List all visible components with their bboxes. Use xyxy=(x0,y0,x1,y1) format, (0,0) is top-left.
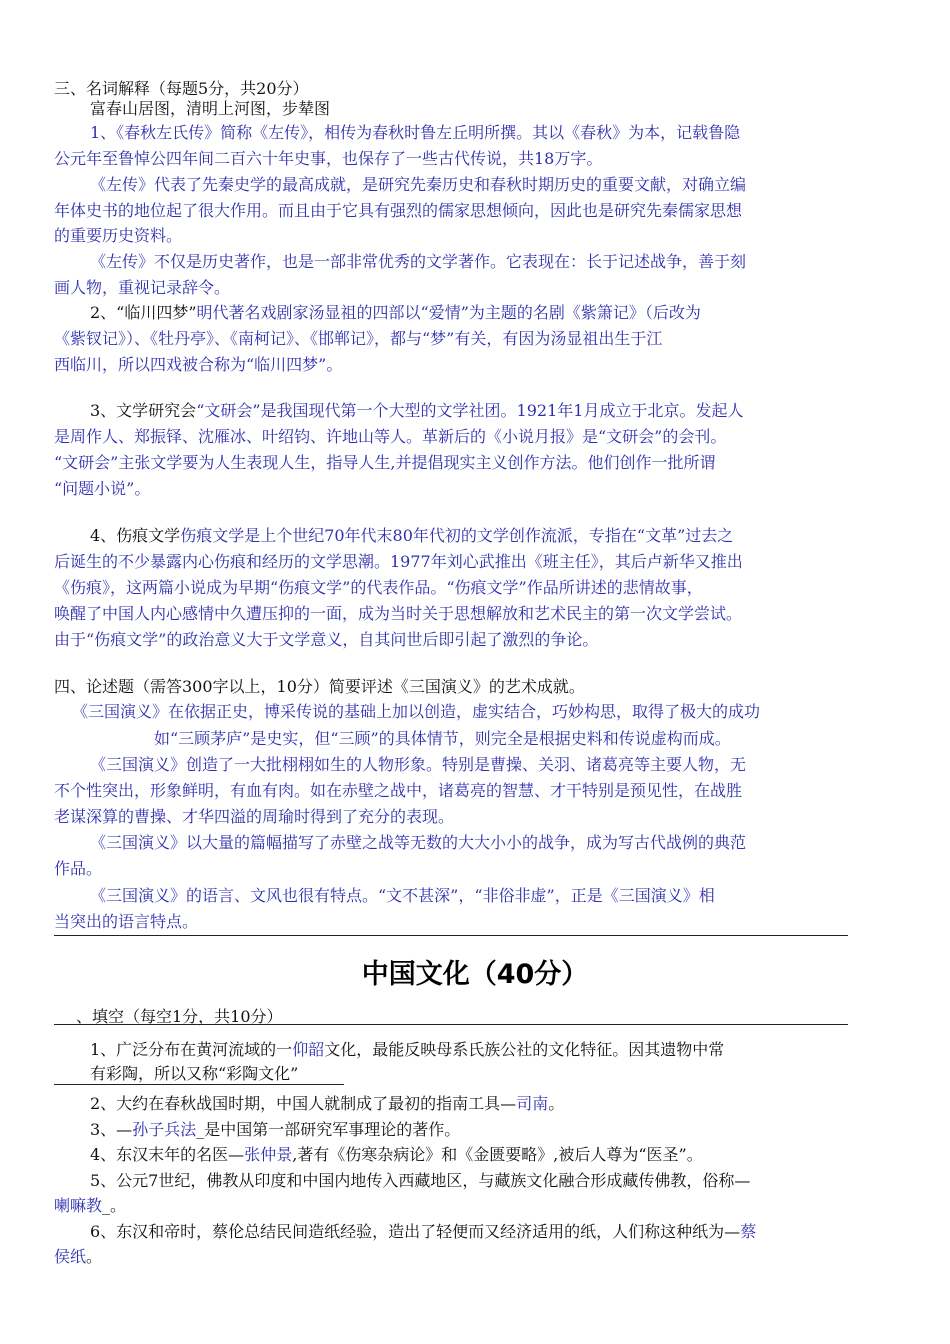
item1-line7: 画人物，重视记录辞令。 xyxy=(54,278,231,297)
section4-heading: 四、论述题（需答300字以上，10分）简要评述《三国演义》的艺术成就。 xyxy=(54,677,585,696)
q2-answer: 司南 xyxy=(516,1094,549,1113)
item2-line2: 《紫钗记》）、《牡丹亭》、《南柯记》、《邯郸记》，都与“梦”有关，有因为汤显祖出生于江 xyxy=(54,329,663,348)
essay-line1: 《三国演义》在依据正史，博采传说的基础上加以创造，虚实结合，巧妙构思，取得了极大的成功 xyxy=(72,702,761,721)
q1-line1 xyxy=(90,1038,724,1062)
item4-line2: 后诞生的不少暴露内心伤痕和经历的文学思潮。1977年刘心武推出《班主任》，其后卢新华又推出 xyxy=(54,552,743,571)
q1-underline xyxy=(54,1084,344,1085)
q5-line1: 5、公元7世纪，佛教从印度和中国内地传入西藏地区，与藏族文化融合形成藏传佛教，俗称— xyxy=(90,1171,751,1190)
item1-line3: 《左传》代表了先秦史学的最高成就，是研究先秦历史和春秋时期历史的重要文献，对确立编 xyxy=(90,175,747,194)
essay-line2: 如“三顾茅庐”是史实，但“三顾”的具体情节，则完全是根据史料和传说虚构而成。 xyxy=(154,729,731,748)
item1-line2: 公元年至鲁悼公四年间二百六十年史事，也保存了一些古代传说，共18万字。 xyxy=(54,149,603,168)
item1-line6: 《左传》不仅是历史著作，也是一部非常优秀的文学著作。它表现在：长于记述战争，善于刻 xyxy=(90,252,747,271)
q6-answer-part1: 蔡 xyxy=(740,1222,757,1241)
essay-line5: 老谋深算的曹操、才华四溢的周瑜时得到了充分的表现。 xyxy=(54,807,455,826)
item4-line1 xyxy=(90,524,733,548)
culture-title: 中国文化（40分） xyxy=(361,959,589,990)
item3-text: “文研会”是我国现代第一个大型的文学社团。1921年1月成立于北京。发起人 xyxy=(196,401,744,420)
q1-line2: 有彩陶，所以又称“彩陶文化” xyxy=(90,1064,299,1083)
q1-text-c: 文化，最能反映母系氏族公社的文化特征。因其遗物中常 xyxy=(324,1040,725,1059)
item2-line1 xyxy=(90,301,701,325)
section-divider xyxy=(54,935,848,936)
essay-line8: 《三国演义》的语言、文风也很有特点。“文不甚深”，“非俗非虚”，正是《三国演义》相 xyxy=(90,886,715,905)
fill-heading: 、填空（每空1分，共10分） xyxy=(76,1007,283,1026)
q5-line2 xyxy=(54,1194,126,1218)
q6-line2 xyxy=(54,1245,102,1269)
q2-text-a: 2、大约在春秋战国时期，中国人就制成了最初的指南工具— xyxy=(90,1094,517,1113)
item4-text: 伤痕文学是上个世纪70年代末80年代初的文学创作流派，专指在“文革”过去之 xyxy=(180,526,734,545)
q2-line xyxy=(90,1092,564,1116)
essay-line9: 当突出的语言特点。 xyxy=(54,912,199,931)
item3-line3: “文研会”主张文学要为人生表现人生，指导人生,并提倡现实主义创作方法。他们创作一批所谓 xyxy=(54,453,716,472)
q6-text-a: 6、东汉和帝时，蔡伦总结民间造纸经验，造出了轻便而又经济适用的纸，人们称这种纸为— xyxy=(90,1222,741,1241)
item3-line1 xyxy=(90,399,743,423)
item3-term: 3、文学研究会 xyxy=(90,401,197,420)
q6-text-d: 。 xyxy=(86,1247,103,1266)
item4-term: 4、伤痕文学 xyxy=(90,526,181,545)
fill-heading-underline xyxy=(54,1024,312,1025)
essay-line7: 作品。 xyxy=(54,859,103,878)
q5-answer: 喇嘛教 xyxy=(54,1196,103,1215)
q1-text-a: 1、广泛分布在黄河流域的一 xyxy=(90,1040,293,1059)
q3-text-c: _是中国第一部研究军事理论的著作。 xyxy=(196,1120,461,1139)
item3-line4: “问题小说”。 xyxy=(54,479,151,498)
essay-line3: 《三国演义》创造了一大批栩栩如生的人物形象。特别是曹操、关羽、诸葛亮等主要人物，无 xyxy=(90,755,747,774)
q4-line xyxy=(90,1143,703,1167)
q3-line xyxy=(90,1118,460,1142)
q4-answer: 张仲景 xyxy=(244,1145,293,1164)
q4-text-a: 4、东汉末年的名医— xyxy=(90,1145,245,1164)
q5-text-c: _。 xyxy=(102,1196,127,1215)
item4-line3: 《伤痕》，这两篇小说成为早期“伤痕文学”的代表作品。“伤痕文学”作品所讲述的悲情故事， xyxy=(54,578,703,597)
essay-line4: 不个性突出，形象鲜明，有血有肉。如在赤壁之战中，诸葛亮的智慧、才干特别是预见性，在战胜 xyxy=(54,781,743,800)
item4-line4: 唤醒了中国人内心感情中久遭压抑的一面，成为当时关于思想解放和艺术民主的第一次文学尝试。 xyxy=(54,604,743,623)
item1-line1: 1、《春秋左氏传》简称《左传》，相传为春秋时鲁左丘明所撰。其以《春秋》为本，记载鲁隐 xyxy=(90,123,741,142)
q3-answer: 孙子兵法 xyxy=(132,1120,197,1139)
essay-line6: 《三国演义》以大量的篇幅描写了赤壁之战等无数的大大小小的战争，成为写古代战例的典范 xyxy=(90,833,747,852)
item1-line4: 年体史书的地位起了很大作用。而且由于它具有强烈的儒家思想倾向，因此也是研究先秦儒家思想 xyxy=(54,201,743,220)
q3-text-a: 3、— xyxy=(90,1120,133,1139)
q4-text-c: ,著有《伤寒杂病论》和《金匮要略》,被后人尊为“医圣”。 xyxy=(292,1145,703,1164)
item2-line3: 西临川，所以四戏被合称为“临川四梦”。 xyxy=(54,355,343,374)
q1-answer: 仰韶 xyxy=(292,1040,325,1059)
item1-line5: 的重要历史资料。 xyxy=(54,226,183,245)
q6-answer-part2: 侯纸 xyxy=(54,1247,87,1266)
section3-terms: 富春山居图，清明上河图，步辇图 xyxy=(90,99,331,118)
q2-text-c: 。 xyxy=(548,1094,565,1113)
q6-line1 xyxy=(90,1220,756,1244)
item2-term: 2、“临川四梦” xyxy=(90,303,197,322)
section3-heading: 三、名词解释（每题5分，共20分） xyxy=(54,79,309,98)
item4-line5: 由于“伤痕文学”的政治意义大于文学意义，自其问世后即引起了激烈的争论。 xyxy=(54,630,599,649)
item2-text: 明代著名戏剧家汤显祖的四部以“爱情”为主题的名剧《紫箫记》（后改为 xyxy=(196,303,701,322)
item3-line2: 是周作人、郑振铎、沈雁冰、叶绍钧、许地山等人。革新后的《小说月报》是“文研会”的会刊。 xyxy=(54,427,727,446)
fill-heading-rule xyxy=(312,1024,848,1025)
